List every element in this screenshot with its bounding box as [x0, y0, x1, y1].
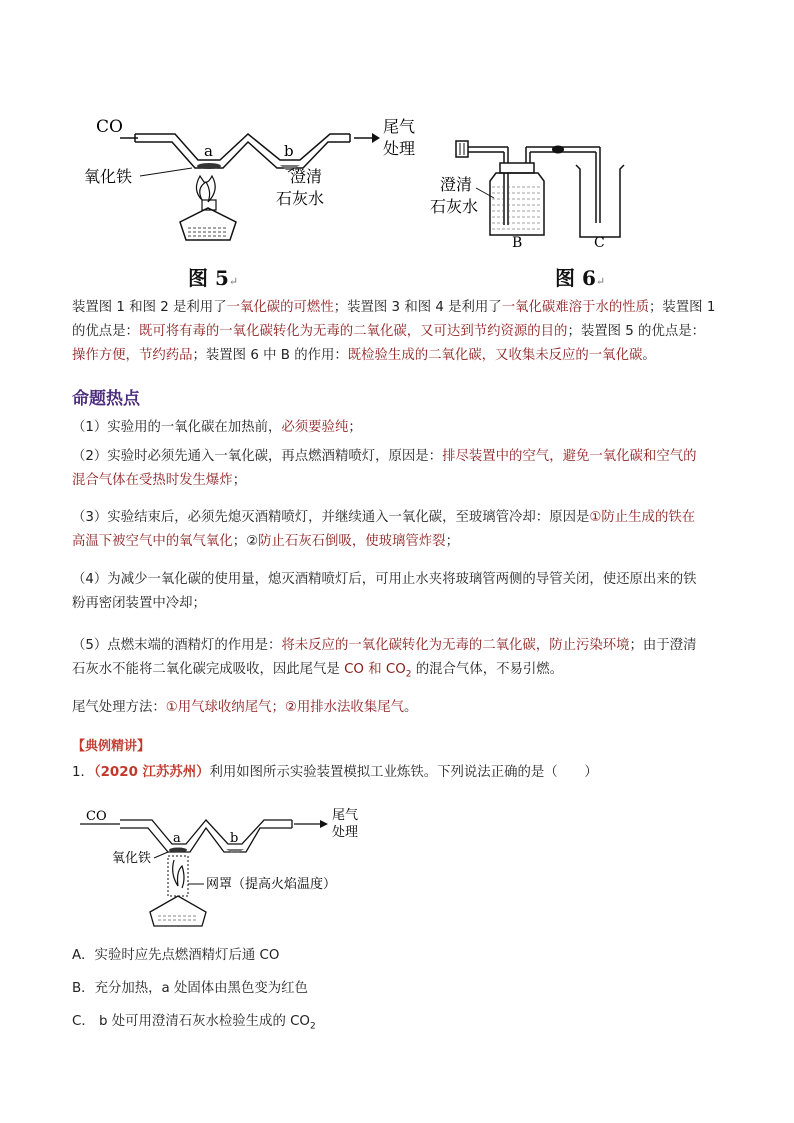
summary-text: ；装置图 5 的优点是：: [567, 324, 706, 339]
fig5-label-limewater: 澄清: [290, 167, 323, 186]
fig6-label-limewater: 澄清: [440, 175, 473, 194]
fig6-label-b: B: [512, 235, 523, 251]
hot-topic-2: [72, 445, 732, 493]
q-fig-label-a: a: [173, 831, 181, 846]
summary-highlight: 一氧化碳难溶于水的性质: [501, 300, 649, 315]
hot-topic-3: [72, 506, 732, 554]
fig5-label-b: b: [284, 142, 294, 160]
topic-highlight: ①防止生成的铁在: [589, 510, 696, 525]
summary-line-1: [72, 296, 732, 320]
option-c-text: C． b 处可用澄清石灰水检验生成的 CO: [72, 1014, 310, 1029]
topic-highlight: ①用气球收纳尾气；②用排水法收集尾气: [165, 700, 404, 715]
question-source: （2020 江苏苏州）: [93, 765, 210, 780]
topic-highlight: 高温下被空气中的氧气氧化: [72, 534, 233, 549]
fig5-label-co: CO: [96, 117, 123, 137]
topic-text: 粉再密闭装置中冷却；: [72, 596, 206, 611]
exhaust-methods: [72, 696, 732, 720]
question-1-diagram: [80, 800, 410, 930]
fig6-label-limewater-2: 石灰水: [430, 197, 479, 216]
topic-text: （3）实验结束后，必须先熄灭酒精喷灯，并继续通入一氧化碳，至玻璃管冷却：原因是: [72, 510, 590, 525]
summary-line-3: [72, 344, 732, 368]
topic-text: 的混合气体，不易引燃。: [411, 662, 564, 677]
summary-highlight: 一氧化碳的可燃性: [226, 300, 334, 315]
summary-text: 装置图 1 和图 2 是利用了: [72, 300, 227, 315]
figure-5-caption-text: 图 5: [188, 266, 229, 290]
topic-text: 。: [404, 700, 418, 715]
figure-6-caption-text: 图 6: [555, 266, 596, 290]
question-1: [72, 762, 598, 784]
hot-topics-heading: 命题热点: [72, 389, 140, 409]
summary-text: 的优点是：: [72, 324, 139, 339]
fig5-label-a: a: [204, 142, 213, 160]
summary-text: ；装置图 3 和图 4 是利用了: [333, 300, 502, 315]
topic-text: 尾气处理方法：: [72, 700, 166, 715]
q-fig-label-b: b: [230, 831, 239, 846]
fig5-label-exhaust-1: 尾气: [383, 117, 416, 136]
summary-text: ；装置图 1: [649, 300, 716, 315]
q-fig-label-exhaust-2: 处理: [332, 825, 359, 840]
hot-topic-5: [72, 634, 732, 687]
topic-text: （4）为减少一氧化碳的使用量，熄灭酒精喷灯后，可用止水夹将玻璃管两侧的导管关闭，使还原出来的铁: [72, 572, 697, 587]
q-fig-label-net: 网罩（提高火焰温度）: [206, 877, 337, 892]
topic-highlight: CO 和 CO: [344, 662, 406, 677]
fig5-label-iron-oxide: 氧化铁: [84, 167, 133, 186]
summary-highlight: 既可将有毒的一氧化碳转化为无毒的二氧化碳，又可达到节约资源的目的: [138, 324, 568, 339]
q-fig-label-iron-oxide: 氧化铁: [112, 851, 152, 866]
fig6-label-c: C: [594, 235, 605, 251]
topic-text: （5）点燃末端的酒精灯的作用是：: [72, 638, 282, 653]
subscript-2: 2: [309, 1021, 316, 1032]
topic-highlight: 排尽装置中的空气，避免一氧化碳和空气的: [442, 449, 697, 464]
figure-6-caption: [555, 262, 605, 291]
question-number: 1．: [72, 765, 94, 780]
topic-text: （1）实验用的一氧化碳在加热前，: [72, 420, 282, 435]
topic-highlight: 防止石灰石倒吸，使玻璃管炸裂: [258, 534, 446, 549]
option-b[interactable]: B．充分加热，a 处固体由黑色变为红色: [72, 981, 308, 996]
topic-text: （2）实验时必须先通入一氧化碳，再点燃酒精喷灯，原因是：: [72, 449, 443, 464]
summary-text: 。: [642, 348, 656, 363]
topic-text: ；②: [232, 534, 259, 549]
topic-text: 石灰水不能将二氧化碳完成吸收，因此尾气是: [72, 662, 345, 677]
examples-heading: 【典例精讲】: [72, 739, 151, 754]
topic-text: ；: [348, 420, 362, 435]
topic-highlight: 必须要验纯: [281, 420, 349, 435]
figure-5-caption: [188, 262, 238, 291]
summary-line-2: [72, 320, 732, 344]
option-a[interactable]: A．实验时应先点燃酒精灯后通 CO: [72, 948, 280, 963]
q-fig-label-co: CO: [86, 809, 107, 824]
figure-5-caption-mark: ↵: [228, 275, 239, 288]
summary-highlight: 既检验生成的二氧化碳，又收集未反应的一氧化碳: [347, 348, 643, 363]
topic-text: ；由于澄清: [629, 638, 697, 653]
topic-highlight: 混合气体在受热时发生爆炸: [72, 473, 233, 488]
hot-topic-1: [72, 416, 732, 440]
question-text: 利用如图所示实验装置模拟工业炼铁。下列说法正确的是（ ）: [209, 765, 598, 780]
fig5-label-limewater-2: 石灰水: [276, 189, 325, 208]
fig5-label-exhaust-2: 处理: [383, 139, 416, 158]
topic-highlight: 将未反应的一氧化碳转化为无毒的二氧化碳，防止污染环境: [281, 638, 630, 653]
option-c[interactable]: [72, 1010, 316, 1032]
co-co2-highlight: [344, 662, 412, 680]
figure-6-caption-mark: ↵: [595, 275, 606, 288]
summary-highlight: 操作方便，节约药品: [72, 348, 193, 363]
subscript-2: 2: [405, 669, 412, 680]
topic-text: ；: [232, 473, 247, 488]
figure-6-labels: [428, 172, 498, 222]
summary-text: ；装置图 6 中 B 的作用：: [192, 348, 348, 363]
summary-paragraph: [72, 296, 732, 368]
hot-topic-4: [72, 568, 732, 616]
figure-5-diagram: [80, 110, 416, 255]
q-fig-label-exhaust-1: 尾气: [332, 808, 359, 823]
topic-text: ；: [445, 534, 459, 549]
